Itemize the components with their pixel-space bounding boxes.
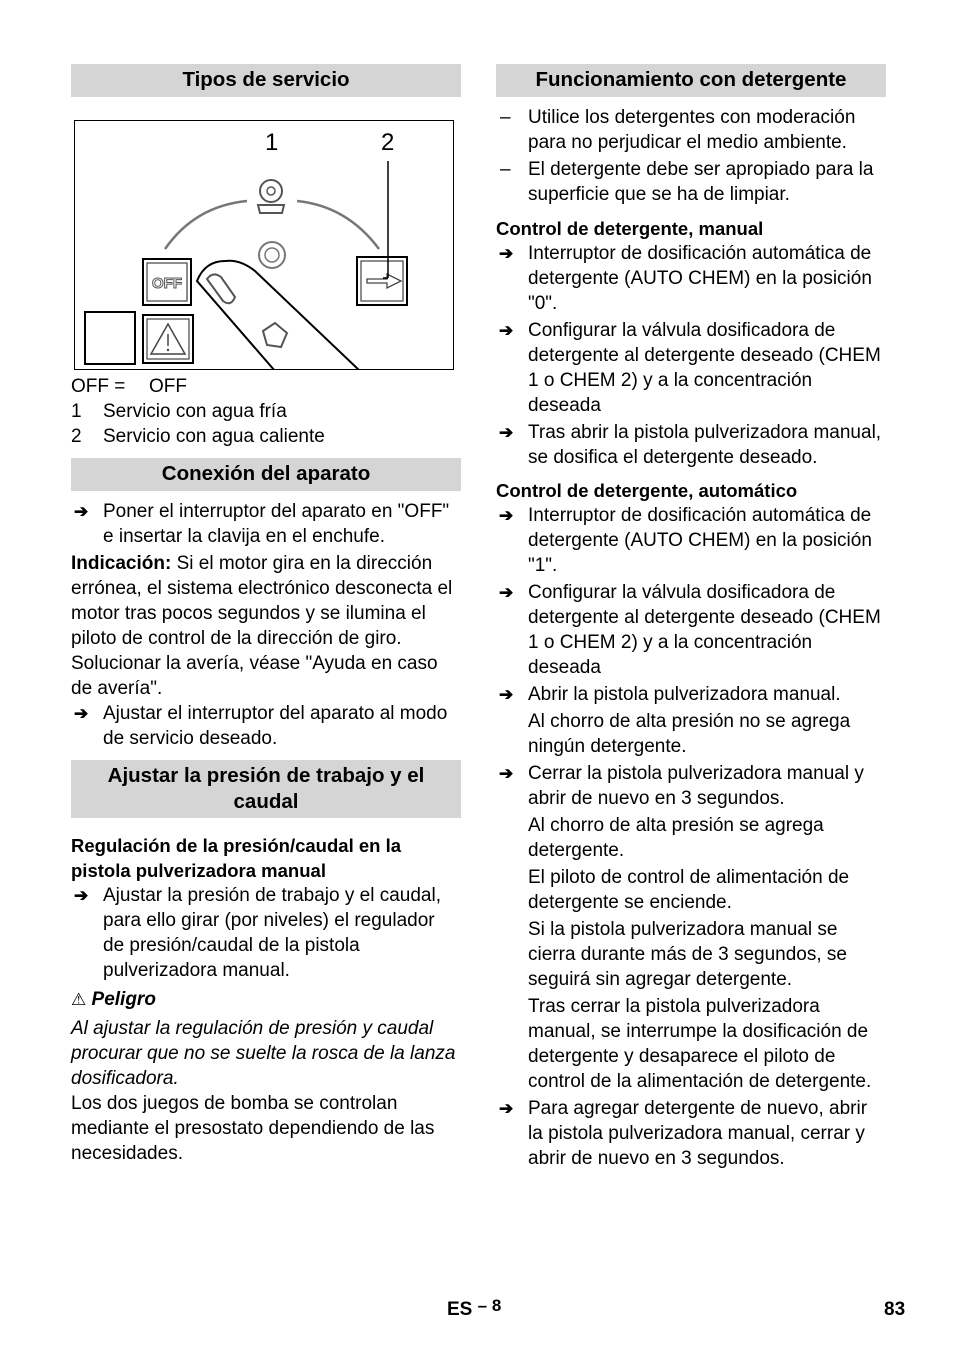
- warning-lamp-icon: [143, 315, 193, 363]
- indicacion-label: Indicación:: [71, 553, 172, 574]
- manual-step-1: ➔ Interruptor de dosificación automática de detergente (AUTO CHEM) en la posición "0".: [499, 243, 872, 314]
- peligro-label: Peligro: [91, 989, 156, 1010]
- rotary-selector-knob-icon: [197, 261, 360, 370]
- control-panel-drawing: [75, 121, 454, 370]
- footer-page-number: 83: [884, 1299, 906, 1320]
- arrow-icon: ➔: [74, 704, 89, 723]
- legend-row-1: [71, 399, 461, 424]
- right-column: [496, 64, 886, 1171]
- arrow-icon: ➔: [499, 1099, 514, 1118]
- legend-row-off: [71, 374, 461, 399]
- heading-ajustar-presion: Ajustar la presión de trabajo y el caudal: [71, 760, 461, 818]
- indicacion-paragraph: [71, 551, 461, 701]
- arrow-icon: ➔: [499, 685, 514, 704]
- auto-note-3: Al chorro de alta presión no se agrega ningún detergente.: [528, 711, 851, 757]
- indicacion-text: Si el motor gira en la dirección errónea, el sistema electrónico desconecta el motor tras pocos segundos y se ilumina el piloto de control de la dirección de giro. Solucionar la avería, véase "Ayuda en caso de avería".: [71, 553, 453, 699]
- arc-right: [297, 201, 379, 249]
- legend-key: 2: [71, 426, 82, 447]
- arrow-icon: ➔: [499, 244, 514, 263]
- arrow-icon: ➔: [499, 423, 514, 442]
- warning-triangle-icon: ⚠: [71, 990, 87, 1009]
- off-button-icon: [143, 259, 191, 305]
- legend-text: OFF: [149, 376, 187, 397]
- auto-step-4: ➔ Cerrar la pistola pulverizadora manual y abrir de nuevo en 3 segundos.: [499, 763, 864, 809]
- subheading-regulacion: Regulación de la presión/caudal en la pistola pulverizadora manual: [71, 835, 402, 881]
- figure-legend: [71, 374, 461, 449]
- regulacion-step: ➔ Ajustar la presión de trabajo y el caudal, para ello girar (por niveles) el regulador de presión/caudal de la pistola pulverizadora manual.: [74, 885, 441, 981]
- dash-item-2: – El detergente debe ser apropiado para la superficie que se ha de limpiar.: [500, 159, 874, 205]
- conexion-step-2: ➔ Ajustar el interruptor del aparato al modo de servicio deseado.: [74, 703, 448, 749]
- blank-button-icon: [85, 312, 135, 364]
- auto-note-4d: Tras cerrar la pistola pulverizadora manual, se interrumpe la dosificación de detergente y desaparece el piloto de control de la alimentación de detergente.: [528, 996, 872, 1092]
- auto-step-3: ➔ Abrir la pistola pulverizadora manual.: [499, 684, 841, 705]
- cold-water-symbol-icon: [258, 180, 284, 213]
- manual-step-3: ➔ Tras abrir la pistola pulverizadora manual, se dosifica el detergente deseado.: [499, 422, 882, 468]
- heading-tipos-de-servicio: Tipos de servicio: [71, 64, 461, 97]
- auto-step-1: ➔ Interruptor de dosificación automática de detergente (AUTO CHEM) en la posición "1".: [499, 505, 872, 576]
- arrow-icon: ➔: [499, 764, 514, 783]
- arrow-icon: ➔: [499, 506, 514, 525]
- footer-language: ES: [447, 1299, 473, 1320]
- conexion-step-1: ➔ Poner el interruptor del aparato en "OFF" e insertar la clavija en el enchufe.: [74, 501, 450, 547]
- legend-row-2: [71, 424, 461, 449]
- arc-left: [165, 201, 247, 249]
- legend-key: OFF =: [71, 376, 126, 397]
- auto-step-2: ➔ Configurar la válvula dosificadora de detergente al detergente deseado (CHEM 1 o CHEM 2) y a la concentración deseada: [499, 582, 881, 678]
- peligro-heading: [71, 987, 461, 1012]
- dash-item-1: – Utilice los detergentes con moderación para no perjudicar el medio ambiente.: [500, 107, 856, 153]
- arrow-icon: ➔: [499, 321, 514, 340]
- arrow-icon: ➔: [499, 583, 514, 602]
- auto-note-4c: Si la pistola pulverizadora manual se cierra durante más de 3 segundos, se seguirá sin agregar detergente.: [528, 919, 847, 990]
- auto-note-4b: El piloto de control de alimentación de detergente se enciende.: [528, 867, 850, 913]
- auto-step-5: ➔ Para agregar detergente de nuevo, abrir la pistola pulverizadora manual, cerrar y abrir de nuevo en 3 segundos.: [499, 1098, 868, 1169]
- legend-key: 1: [71, 401, 82, 422]
- manual-step-2: ➔ Configurar la válvula dosificadora de detergente al detergente deseado (CHEM 1 o CHEM 2) y a la concentración deseada: [499, 320, 881, 416]
- callout-1: 1: [265, 129, 279, 156]
- off-button-label: OFF: [152, 275, 182, 292]
- auto-note-4a: Al chorro de alta presión se agrega detergente.: [528, 815, 824, 861]
- callout-2: 2: [381, 129, 395, 156]
- center-indicator-icon: [259, 242, 285, 268]
- footer-language-section: [447, 1297, 501, 1322]
- arrow-icon: ➔: [74, 886, 89, 905]
- left-column: [71, 64, 461, 1166]
- subheading-control-automatico: Control de detergente, automático: [496, 480, 798, 501]
- footer-section-page: – 8: [477, 1296, 502, 1315]
- legend-text: Servicio con agua fría: [103, 401, 287, 422]
- heading-funcionamiento-detergente: Funcionamiento con detergente: [496, 64, 886, 97]
- heading-conexion-del-aparato: Conexión del aparato: [71, 458, 461, 491]
- control-panel-figure: [74, 120, 454, 370]
- bomba-paragraph: Los dos juegos de bomba se controlan mediante el presostato dependiendo de las necesidades.: [71, 1093, 435, 1164]
- legend-text: Servicio con agua caliente: [103, 426, 325, 447]
- arrow-icon: ➔: [74, 502, 89, 521]
- subheading-control-manual: Control de detergente, manual: [496, 218, 764, 239]
- peligro-text: Al ajustar la regulación de presión y caudal procurar que no se suelte la rosca de la lanza dosificadora.: [71, 1018, 456, 1089]
- hot-water-button-icon: [357, 257, 407, 305]
